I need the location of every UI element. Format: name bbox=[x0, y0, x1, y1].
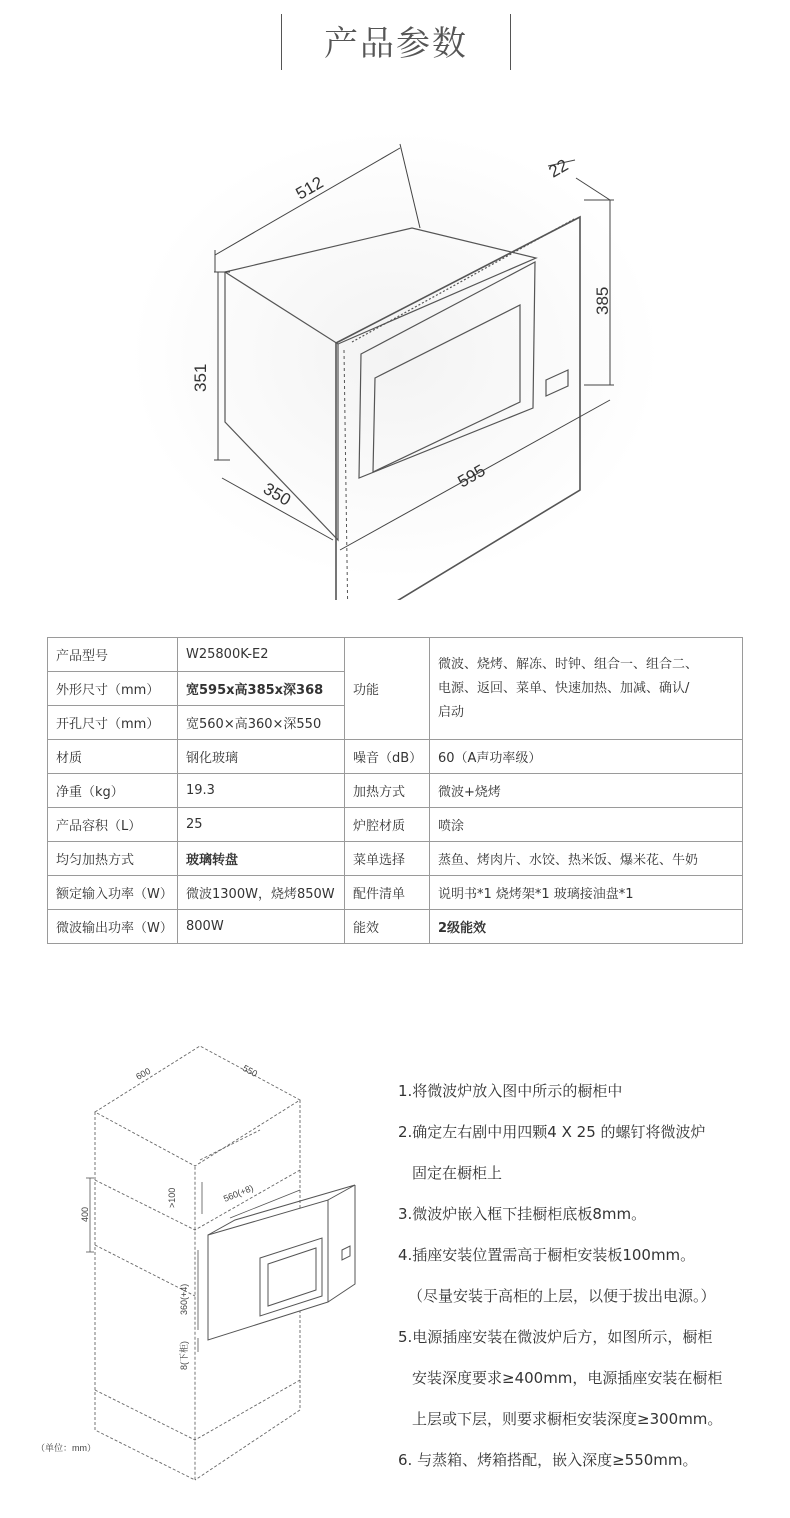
dim-400-label: 400 bbox=[80, 1206, 90, 1222]
spec-value: 微波1300W，烧烤850W bbox=[178, 876, 345, 910]
spec-function-value bbox=[430, 638, 743, 740]
spec-label: 配件清单 bbox=[345, 876, 430, 910]
list-item: 4.插座安装位置需高于橱柜安装板100mm。 bbox=[398, 1246, 696, 1264]
spec-label: 材质 bbox=[48, 740, 178, 774]
dim-550-label: 550 bbox=[241, 1062, 260, 1079]
spec-label: 炉腔材质 bbox=[345, 808, 430, 842]
dim-560-label: 560(+8) bbox=[222, 1182, 255, 1204]
spec-value: W25800K-E2 bbox=[178, 638, 345, 672]
list-item: 3.微波炉嵌入框下挂橱柜底板8mm。 bbox=[398, 1205, 647, 1223]
list-item: 上层或下层，则要求橱柜安装深度≥300mm。 bbox=[412, 1410, 723, 1428]
spec-label: 净重（kg） bbox=[48, 774, 178, 808]
spec-label: 噪音（dB） bbox=[345, 740, 430, 774]
spec-value: 玻璃转盘 bbox=[178, 842, 345, 876]
spec-value: 19.3 bbox=[178, 774, 345, 808]
list-item: 5.电源插座安装在微波炉后方，如图所示，橱柜 bbox=[398, 1328, 713, 1346]
table-row bbox=[48, 910, 743, 944]
function-line: 电源、返回、菜单、快速加热、加减、确认/ bbox=[438, 680, 690, 696]
list-item: 6. 与蒸箱、烤箱搭配，嵌入深度≥550mm。 bbox=[398, 1451, 698, 1469]
spec-value: 说明书*1 烧烤架*1 玻璃接油盘*1 bbox=[430, 876, 743, 910]
unit-label: （单位：mm） bbox=[36, 1443, 96, 1453]
spec-value: 喷涂 bbox=[430, 808, 743, 842]
table-row bbox=[48, 774, 743, 808]
spec-label: 功能 bbox=[345, 638, 430, 740]
table-row bbox=[48, 876, 743, 910]
title-divider-right bbox=[510, 14, 511, 70]
table-row bbox=[48, 638, 743, 672]
list-item: 1.将微波炉放入图中所示的橱柜中 bbox=[398, 1082, 623, 1100]
table-row bbox=[48, 740, 743, 774]
spec-label: 外形尺寸（mm） bbox=[48, 672, 178, 706]
spec-value: 25 bbox=[178, 808, 345, 842]
spec-value: 蒸鱼、烤肉片、水饺、热米饭、爆米花、牛奶 bbox=[430, 842, 743, 876]
spec-label: 均匀加热方式 bbox=[48, 842, 178, 876]
installation-cabinet-diagram bbox=[30, 1030, 370, 1490]
spec-value: 宽560×高360×深550 bbox=[178, 706, 345, 740]
dim-600-label: 600 bbox=[134, 1065, 153, 1082]
dim-351-label: 351 bbox=[191, 363, 210, 392]
table-row bbox=[48, 842, 743, 876]
dim-100-label: >100 bbox=[167, 1187, 177, 1208]
function-line: 微波、烧烤、解冻、时钟、组合一、组合二、 bbox=[438, 656, 699, 672]
list-item: 固定在橱柜上 bbox=[412, 1164, 503, 1182]
cabinet-microwave bbox=[208, 1182, 355, 1340]
list-item: 2.确定左右剧中用四颗4 X 25 的螺钉将微波炉 bbox=[398, 1123, 706, 1141]
spec-label: 额定输入功率（W） bbox=[48, 876, 178, 910]
list-item: （尽量安装于高柜的上层，以便于拔出电源。） bbox=[408, 1287, 716, 1305]
spec-value: 60（A声功率级） bbox=[430, 740, 743, 774]
page-title: 产品参数 bbox=[324, 24, 468, 64]
spec-value: 钢化玻璃 bbox=[178, 740, 345, 774]
dim-512-label: 512 bbox=[292, 172, 327, 204]
spec-label: 产品型号 bbox=[48, 638, 178, 672]
microwave-dimension-diagram bbox=[0, 100, 790, 600]
installation-notes bbox=[398, 1071, 768, 1481]
list-item: 安装深度要求≥400mm，电源插座安装在橱柜 bbox=[412, 1369, 723, 1387]
dim-8-label: 8(下柜) bbox=[179, 1341, 189, 1370]
table-row bbox=[48, 808, 743, 842]
spec-label: 能效 bbox=[345, 910, 430, 944]
dim-385-label: 385 bbox=[593, 286, 612, 315]
dim-595-label: 595 bbox=[454, 460, 489, 492]
function-line: 启动 bbox=[438, 704, 465, 720]
spec-value: 微波+烧烤 bbox=[430, 774, 743, 808]
dim-22-label: 22 bbox=[545, 155, 572, 182]
spec-label: 加热方式 bbox=[345, 774, 430, 808]
spec-label: 菜单选择 bbox=[345, 842, 430, 876]
spec-value: 800W bbox=[178, 910, 345, 944]
title-section bbox=[0, 0, 790, 80]
spec-label: 开孔尺寸（mm） bbox=[48, 706, 178, 740]
dim-350-label: 350 bbox=[260, 479, 295, 510]
spec-value: 2级能效 bbox=[430, 910, 743, 944]
spec-value: 宽595x高385x深368 bbox=[178, 672, 345, 706]
spec-label: 微波输出功率（W） bbox=[48, 910, 178, 944]
spec-label: 产品容积（L） bbox=[48, 808, 178, 842]
spec-table bbox=[47, 637, 743, 944]
dim-360-label: 360(+4) bbox=[179, 1283, 189, 1315]
